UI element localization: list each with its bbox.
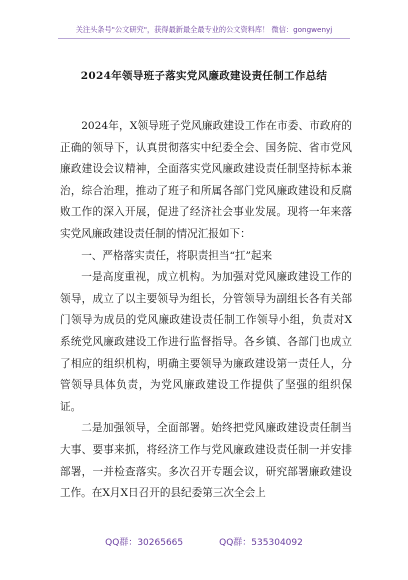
document-body — [60, 116, 352, 505]
paragraph-intro: 2024年，X领导班子党风廉政建设工作在市委、市政府的正确的领导下，认真贯彻落实中纪委全会、国务院、省市党风廉政建设会议精神，全面落实党风廉政建设责任制坚持标本兼治，综合治理，推动了班子和所属各部门党风廉政建设和反腐败工作的深入开展，促进了经济社会事业发展。现将一年来落实党风廉政建设责任制的情况汇报如下： — [60, 120, 352, 240]
section-heading-1: 一、严格落实责任，将职责担当“扛”起来 — [81, 249, 273, 262]
paragraph-point-2: 二是加强领导，全面部署。始终把党风廉政建设责任制当大事、要事来抓，将经济工作与党风廉政建设责任制一并安排部署，一并检查落实。多次召开专题会议，研究部署廉政建设工作。在X月X日召开的县纪委第三次全会上 — [60, 422, 352, 500]
footer-qq-group-2: QQ群：535304092 — [219, 538, 303, 548]
paragraph-point-1: 一是高度重视，成立机构。为加强对党风廉政建设工作的领导，成立了以主要领导为组长，分管领导为副组长各有关部门领导为成员的党风廉政建设责任制工作领导小组，负责对X系统党风廉政建设工作进行监督指导。各乡镇、各部门也成立了相应的组织机构，明确主要领导为廉政建设第一责任人，分管领导具体负责，为党风廉政建设工作提供了坚强的组织保证。 — [60, 271, 352, 413]
document-title: 2024年领导班子落实党风廉政建设责任制工作总结 — [80, 70, 328, 82]
footer-qq-group-1: QQ群：30265665 — [105, 538, 184, 548]
footer-contact — [0, 535, 408, 548]
header-banner: 关注头条号"公文研究"，获得最新最全最专业的公文资料库！ 微信：gongwenyj — [75, 25, 333, 34]
header-divider — [58, 38, 350, 39]
